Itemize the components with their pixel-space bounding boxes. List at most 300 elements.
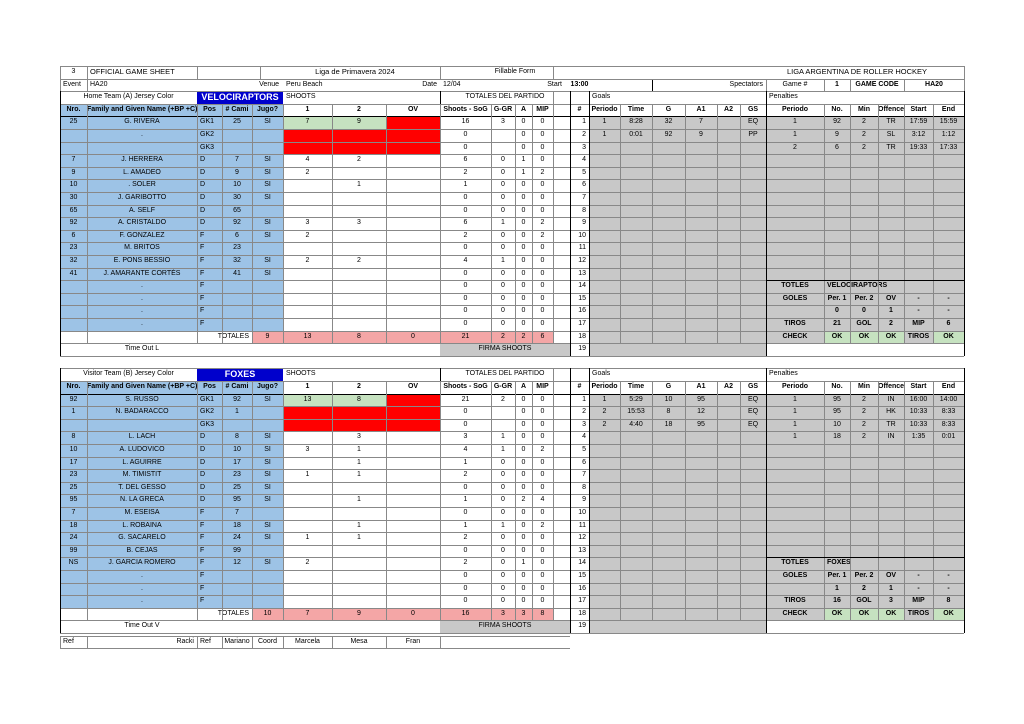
- player-number[interactable]: 10: [69, 181, 78, 189]
- shots-period-1[interactable]: [283, 570, 332, 583]
- penalty-offence[interactable]: TR: [886, 143, 896, 151]
- played-flag[interactable]: SI: [264, 168, 271, 176]
- jersey-number[interactable]: 25: [233, 483, 241, 491]
- player-name[interactable]: S. RUSSO: [125, 395, 159, 403]
- jersey-number[interactable]: 10: [233, 181, 241, 189]
- table-label[interactable]: Mesa: [350, 637, 368, 645]
- player-position[interactable]: F: [200, 534, 205, 542]
- player-position[interactable]: F: [200, 320, 205, 327]
- shots-overtime[interactable]: [386, 116, 440, 129]
- played-flag[interactable]: [252, 507, 283, 520]
- jersey-number[interactable]: 7: [235, 509, 239, 516]
- goal-period[interactable]: 1: [602, 118, 607, 126]
- player-number[interactable]: [60, 318, 87, 331]
- jersey-number[interactable]: 92: [233, 395, 241, 403]
- player-name[interactable]: .: [141, 294, 143, 302]
- penalty-offence[interactable]: IN: [887, 395, 895, 403]
- shots-period-2[interactable]: [332, 570, 386, 583]
- shots-period-1[interactable]: 13: [303, 395, 312, 403]
- player-number[interactable]: 30: [69, 194, 78, 201]
- player-name[interactable]: J. GARIBOTTO: [117, 194, 167, 201]
- played-flag[interactable]: [252, 318, 283, 331]
- player-number[interactable]: NS: [68, 559, 79, 567]
- jersey-number[interactable]: 9: [235, 168, 239, 176]
- goal-time[interactable]: 8:28: [629, 118, 643, 126]
- player-number[interactable]: 6: [71, 231, 76, 239]
- jersey-number[interactable]: 23: [233, 244, 241, 252]
- player-number[interactable]: 7: [71, 156, 76, 164]
- player-number[interactable]: 32: [69, 257, 78, 264]
- goal-situation[interactable]: EQ: [747, 420, 759, 428]
- penalty-period[interactable]: 1: [793, 420, 797, 428]
- goal-scorer[interactable]: 92: [664, 131, 673, 138]
- player-number[interactable]: [60, 595, 87, 608]
- player-position[interactable]: F: [200, 231, 205, 239]
- player-number[interactable]: 10: [69, 446, 78, 453]
- player-position[interactable]: D: [200, 446, 206, 453]
- penalty-minutes[interactable]: 2: [862, 143, 866, 151]
- shots-period-1[interactable]: [283, 482, 332, 495]
- goal-situation[interactable]: EQ: [747, 408, 759, 416]
- played-flag[interactable]: [252, 419, 283, 432]
- player-position[interactable]: GK2: [200, 131, 215, 138]
- played-flag[interactable]: SI: [264, 534, 271, 542]
- player-name[interactable]: N. BADARACCO: [115, 408, 169, 416]
- shots-overtime[interactable]: [386, 406, 440, 419]
- player-name[interactable]: .: [141, 584, 143, 592]
- goal-assist-2[interactable]: [717, 116, 740, 129]
- played-flag[interactable]: [252, 242, 283, 255]
- played-flag[interactable]: SI: [264, 231, 271, 239]
- jersey-number[interactable]: 10: [233, 446, 241, 453]
- player-number[interactable]: 65: [69, 206, 78, 214]
- shots-period-2[interactable]: 8: [357, 395, 361, 403]
- player-name[interactable]: [87, 142, 197, 155]
- played-flag[interactable]: SI: [264, 219, 271, 227]
- jersey-number[interactable]: 30: [233, 194, 241, 201]
- shots-period-1[interactable]: 7: [305, 118, 310, 126]
- goal-period[interactable]: 1: [602, 395, 607, 403]
- shots-period-2[interactable]: 2: [357, 257, 361, 264]
- penalty-start[interactable]: 17:59: [909, 118, 928, 126]
- start-value[interactable]: 13:00: [570, 80, 589, 88]
- venue-value[interactable]: Peru Beach: [286, 80, 323, 88]
- jersey-number[interactable]: [222, 419, 252, 432]
- coordinator-label[interactable]: Coord: [257, 637, 278, 645]
- player-position[interactable]: D: [200, 206, 206, 214]
- player-name[interactable]: L. ROBAINA: [122, 521, 162, 529]
- shots-period-2[interactable]: [332, 482, 386, 495]
- played-flag[interactable]: [252, 293, 283, 306]
- player-number[interactable]: [60, 583, 87, 596]
- shots-overtime[interactable]: [386, 583, 440, 596]
- shots-period-2[interactable]: [332, 406, 386, 419]
- player-number[interactable]: 18: [69, 521, 78, 529]
- jersey-number[interactable]: 7: [235, 156, 239, 164]
- player-number[interactable]: 1: [71, 408, 76, 416]
- penalty-end[interactable]: 1:12: [941, 131, 956, 138]
- shots-period-1[interactable]: [283, 280, 332, 293]
- shots-period-1[interactable]: [283, 520, 332, 533]
- player-position[interactable]: F: [200, 546, 205, 554]
- player-position[interactable]: F: [200, 559, 205, 567]
- jersey-number[interactable]: 8: [235, 433, 239, 441]
- played-flag[interactable]: [252, 129, 283, 142]
- penalty-player[interactable]: 10: [833, 420, 841, 428]
- player-position[interactable]: F: [200, 294, 205, 302]
- penalty-offence[interactable]: SL: [886, 131, 896, 138]
- table-official[interactable]: Fran: [405, 637, 421, 645]
- goal-time[interactable]: 15:53: [627, 408, 645, 416]
- player-name[interactable]: . SOLER: [128, 181, 156, 189]
- player-position[interactable]: D: [200, 156, 206, 164]
- event-value[interactable]: HA20: [90, 80, 108, 88]
- player-position[interactable]: GK3: [200, 420, 215, 428]
- game-value[interactable]: 1: [835, 80, 839, 88]
- player-name[interactable]: .: [141, 572, 143, 579]
- shots-period-2[interactable]: [332, 557, 386, 570]
- player-position[interactable]: F: [200, 307, 205, 315]
- jersey-number[interactable]: [222, 595, 252, 608]
- played-flag[interactable]: SI: [264, 395, 271, 403]
- jersey-number[interactable]: 1: [235, 408, 239, 416]
- player-position[interactable]: GK3: [200, 143, 215, 151]
- player-position[interactable]: D: [200, 219, 206, 227]
- goal-period[interactable]: 2: [602, 408, 607, 416]
- player-name[interactable]: E. PONS BESSIO: [113, 257, 171, 264]
- jersey-number[interactable]: 95: [233, 496, 241, 504]
- player-position[interactable]: D: [200, 433, 206, 441]
- jersey-number[interactable]: 32: [233, 257, 241, 264]
- player-name[interactable]: L. AMADEO: [123, 168, 161, 176]
- shots-period-1[interactable]: [283, 545, 332, 558]
- player-number[interactable]: 41: [69, 269, 78, 277]
- shots-overtime[interactable]: [386, 305, 440, 318]
- jersey-number[interactable]: 92: [233, 219, 241, 227]
- shots-period-1[interactable]: [283, 179, 332, 192]
- player-name[interactable]: T. DEL GESSO: [118, 483, 166, 491]
- player-number[interactable]: [60, 142, 87, 155]
- shots-period-2[interactable]: 1: [357, 181, 361, 189]
- shots-period-1[interactable]: [283, 268, 332, 281]
- referee-2[interactable]: Mariano: [224, 637, 250, 645]
- shots-period-2[interactable]: 1: [357, 458, 361, 466]
- player-name[interactable]: .: [141, 597, 143, 605]
- played-flag[interactable]: SI: [264, 521, 271, 529]
- player-name[interactable]: A. SELF: [128, 206, 156, 214]
- shots-overtime[interactable]: [386, 280, 440, 293]
- player-name[interactable]: .: [141, 320, 143, 327]
- penalty-end[interactable]: 0:01: [941, 433, 956, 441]
- played-flag[interactable]: [252, 583, 283, 596]
- shots-overtime[interactable]: [386, 293, 440, 306]
- player-name[interactable]: G. SACARELO: [118, 534, 166, 542]
- penalty-end[interactable]: 8:33: [941, 408, 956, 416]
- shots-period-2[interactable]: 3: [357, 219, 361, 227]
- played-flag[interactable]: [252, 280, 283, 293]
- played-flag[interactable]: [252, 570, 283, 583]
- played-flag[interactable]: [252, 305, 283, 318]
- shots-period-1[interactable]: 1: [305, 534, 310, 542]
- shots-overtime[interactable]: [386, 154, 440, 167]
- penalty-end[interactable]: 17:33: [939, 143, 958, 151]
- shots-overtime[interactable]: [386, 457, 440, 470]
- shots-period-1[interactable]: [283, 583, 332, 596]
- player-name[interactable]: G. RIVERA: [124, 118, 160, 126]
- shots-period-1[interactable]: [283, 406, 332, 419]
- goal-situation[interactable]: EQ: [747, 395, 759, 403]
- jersey-number[interactable]: [222, 305, 252, 318]
- shots-overtime[interactable]: [386, 394, 440, 407]
- played-flag[interactable]: [252, 406, 283, 419]
- penalty-player[interactable]: 95: [833, 408, 841, 416]
- shots-overtime[interactable]: [386, 595, 440, 608]
- player-position[interactable]: F: [200, 282, 205, 290]
- shots-overtime[interactable]: [386, 318, 440, 331]
- shots-period-2[interactable]: 1: [357, 446, 361, 453]
- player-name[interactable]: L. AGUIRRE: [122, 458, 162, 466]
- shots-overtime[interactable]: [386, 482, 440, 495]
- shots-period-2[interactable]: 9: [357, 118, 361, 126]
- player-name[interactable]: .: [141, 307, 143, 315]
- shots-period-1[interactable]: [283, 242, 332, 255]
- shots-overtime[interactable]: [386, 520, 440, 533]
- shots-period-1[interactable]: [283, 595, 332, 608]
- player-number[interactable]: 25: [69, 483, 78, 491]
- shots-period-2[interactable]: [332, 507, 386, 520]
- shots-overtime[interactable]: [386, 444, 440, 457]
- player-name[interactable]: J. GARCIA ROMERO: [108, 559, 176, 567]
- penalty-player[interactable]: 18: [833, 433, 841, 441]
- penalty-offence[interactable]: TR: [886, 118, 896, 126]
- penalty-start[interactable]: 19:33: [909, 143, 928, 151]
- penalty-minutes[interactable]: 2: [862, 118, 866, 126]
- player-name[interactable]: [87, 419, 197, 432]
- jersey-number[interactable]: [222, 280, 252, 293]
- shots-overtime[interactable]: [386, 507, 440, 520]
- played-flag[interactable]: SI: [264, 496, 271, 504]
- player-name[interactable]: F. GONZALEZ: [119, 231, 165, 239]
- shots-period-2[interactable]: [332, 129, 386, 142]
- shots-overtime[interactable]: [386, 129, 440, 142]
- player-position[interactable]: D: [200, 458, 206, 466]
- player-position[interactable]: D: [200, 168, 206, 176]
- player-position[interactable]: D: [200, 471, 206, 479]
- shots-overtime[interactable]: [386, 431, 440, 444]
- played-flag[interactable]: SI: [264, 181, 271, 189]
- shots-overtime[interactable]: [386, 217, 440, 230]
- player-position[interactable]: F: [200, 257, 205, 264]
- player-position[interactable]: D: [200, 496, 206, 504]
- shots-period-1[interactable]: [283, 494, 332, 507]
- shots-overtime[interactable]: [386, 242, 440, 255]
- player-position[interactable]: F: [200, 597, 205, 605]
- goal-period[interactable]: 1: [602, 131, 607, 138]
- goal-assist-1[interactable]: 12: [697, 408, 705, 416]
- shots-period-2[interactable]: [332, 419, 386, 432]
- player-position[interactable]: GK1: [200, 118, 215, 126]
- shots-period-1[interactable]: [283, 205, 332, 218]
- penalty-start[interactable]: 10:33: [909, 420, 928, 428]
- shots-period-2[interactable]: [332, 595, 386, 608]
- played-flag[interactable]: [252, 545, 283, 558]
- player-position[interactable]: GK1: [200, 395, 215, 403]
- jersey-number[interactable]: [222, 570, 252, 583]
- played-flag[interactable]: [252, 142, 283, 155]
- shots-overtime[interactable]: [386, 205, 440, 218]
- penalty-minutes[interactable]: 2: [862, 420, 866, 428]
- penalty-start[interactable]: 1:35: [911, 433, 926, 441]
- player-number[interactable]: 95: [69, 496, 78, 504]
- penalty-offence[interactable]: TR: [886, 420, 896, 428]
- goal-assist-1[interactable]: 9: [699, 131, 703, 138]
- player-number[interactable]: 9: [71, 168, 76, 176]
- referee-label[interactable]: Ref: [63, 637, 74, 645]
- shots-period-2[interactable]: 3: [357, 433, 361, 441]
- player-name[interactable]: J. HERRERA: [121, 156, 163, 164]
- shots-period-2[interactable]: [332, 167, 386, 180]
- penalty-period[interactable]: 1: [793, 433, 797, 441]
- jersey-number[interactable]: 12: [233, 559, 241, 567]
- shots-period-1[interactable]: [283, 318, 332, 331]
- jersey-number[interactable]: 18: [233, 521, 241, 529]
- player-name[interactable]: N. LA GRECA: [120, 496, 164, 504]
- shots-period-2[interactable]: 1: [357, 521, 361, 529]
- played-flag[interactable]: [252, 595, 283, 608]
- played-flag[interactable]: SI: [264, 559, 271, 567]
- player-position[interactable]: F: [200, 521, 205, 529]
- played-flag[interactable]: SI: [264, 156, 271, 164]
- shots-period-1[interactable]: 4: [305, 156, 310, 164]
- jersey-number[interactable]: [222, 583, 252, 596]
- shots-period-1[interactable]: [283, 457, 332, 470]
- played-flag[interactable]: SI: [264, 433, 271, 441]
- played-flag[interactable]: SI: [264, 269, 271, 277]
- player-position[interactable]: D: [200, 483, 206, 491]
- jersey-number[interactable]: 99: [233, 546, 241, 554]
- jersey-number[interactable]: 23: [233, 471, 241, 479]
- referee-2-label[interactable]: Ref: [200, 637, 211, 645]
- date-value[interactable]: 12/04: [443, 80, 461, 88]
- shots-period-1[interactable]: 1: [305, 471, 310, 479]
- goal-scorer[interactable]: 10: [664, 395, 673, 403]
- played-flag[interactable]: [252, 205, 283, 218]
- jersey-number[interactable]: [222, 142, 252, 155]
- player-number[interactable]: [60, 129, 87, 142]
- shots-overtime[interactable]: [386, 179, 440, 192]
- shots-period-2[interactable]: 2: [357, 156, 361, 164]
- penalty-minutes[interactable]: 2: [862, 131, 866, 138]
- shots-period-1[interactable]: [283, 293, 332, 306]
- penalty-offence[interactable]: HK: [886, 408, 896, 416]
- player-name[interactable]: B. CEJAS: [126, 546, 158, 554]
- goal-assist-2[interactable]: [717, 394, 740, 407]
- shots-period-1[interactable]: 2: [305, 168, 310, 176]
- player-number[interactable]: [60, 570, 87, 583]
- shots-period-2[interactable]: [332, 142, 386, 155]
- penalty-minutes[interactable]: 2: [862, 433, 866, 441]
- player-position[interactable]: F: [200, 572, 205, 579]
- penalty-offence[interactable]: IN: [887, 433, 895, 441]
- shots-period-2[interactable]: [332, 268, 386, 281]
- penalty-period[interactable]: 1: [793, 408, 797, 416]
- shots-period-2[interactable]: [332, 583, 386, 596]
- referee-1[interactable]: Racki: [176, 637, 194, 645]
- shots-period-2[interactable]: [332, 205, 386, 218]
- goal-time[interactable]: 0:01: [629, 131, 643, 138]
- penalty-minutes[interactable]: 2: [862, 395, 866, 403]
- player-position[interactable]: D: [200, 181, 206, 189]
- penalty-end[interactable]: 14:00: [939, 395, 958, 403]
- shots-period-1[interactable]: [283, 305, 332, 318]
- shots-overtime[interactable]: [386, 167, 440, 180]
- player-name[interactable]: .: [141, 131, 143, 138]
- shots-period-2[interactable]: [332, 305, 386, 318]
- game-code-value[interactable]: HA20: [925, 80, 943, 88]
- goal-assist-1[interactable]: 95: [697, 420, 705, 428]
- player-position[interactable]: GK2: [200, 408, 215, 416]
- player-number[interactable]: [60, 293, 87, 306]
- penalty-start[interactable]: 3:12: [911, 131, 926, 138]
- player-position[interactable]: F: [200, 244, 205, 252]
- played-flag[interactable]: SI: [264, 471, 271, 479]
- shots-period-2[interactable]: [332, 280, 386, 293]
- shots-period-1[interactable]: 2: [305, 559, 310, 567]
- goal-scorer[interactable]: 18: [664, 420, 673, 428]
- shots-overtime[interactable]: [386, 494, 440, 507]
- shots-period-1[interactable]: [283, 142, 332, 155]
- goal-scorer[interactable]: 8: [666, 408, 671, 416]
- goal-assist-2[interactable]: [717, 419, 740, 432]
- player-name[interactable]: M. ESEISA: [124, 509, 160, 516]
- player-name[interactable]: .: [141, 282, 143, 290]
- shots-overtime[interactable]: [386, 255, 440, 268]
- shots-period-2[interactable]: 1: [357, 534, 361, 542]
- played-flag[interactable]: SI: [264, 458, 271, 466]
- shots-overtime[interactable]: [386, 469, 440, 482]
- coordinator[interactable]: Marcela: [295, 637, 320, 645]
- jersey-number[interactable]: [222, 318, 252, 331]
- played-flag[interactable]: SI: [264, 257, 271, 264]
- goal-situation[interactable]: PP: [748, 131, 758, 138]
- shots-overtime[interactable]: [386, 570, 440, 583]
- jersey-number[interactable]: 25: [233, 118, 241, 126]
- shots-period-1[interactable]: [283, 192, 332, 205]
- shots-period-1[interactable]: 2: [305, 231, 310, 239]
- player-number[interactable]: 92: [69, 219, 78, 227]
- goal-situation[interactable]: EQ: [747, 118, 759, 126]
- player-name[interactable]: J. AMARANTE CORTÉS: [103, 269, 181, 277]
- player-name[interactable]: A. LUDOVICO: [119, 446, 165, 453]
- shots-overtime[interactable]: [386, 545, 440, 558]
- player-number[interactable]: [60, 280, 87, 293]
- penalty-start[interactable]: 16:00: [909, 395, 928, 403]
- player-position[interactable]: F: [200, 584, 205, 592]
- jersey-number[interactable]: 65: [233, 206, 241, 214]
- goal-assist-2[interactable]: [717, 406, 740, 419]
- penalty-period[interactable]: 1: [793, 395, 797, 403]
- shots-period-2[interactable]: [332, 545, 386, 558]
- shots-period-2[interactable]: 1: [357, 471, 361, 479]
- player-number[interactable]: 7: [71, 509, 76, 516]
- player-name[interactable]: L. LACH: [128, 433, 156, 441]
- player-number[interactable]: 25: [69, 118, 78, 126]
- player-number[interactable]: 23: [69, 471, 78, 479]
- shots-period-1[interactable]: 3: [305, 219, 310, 227]
- player-number[interactable]: 92: [69, 395, 78, 403]
- player-number[interactable]: 24: [69, 534, 78, 542]
- shots-period-1[interactable]: [283, 419, 332, 432]
